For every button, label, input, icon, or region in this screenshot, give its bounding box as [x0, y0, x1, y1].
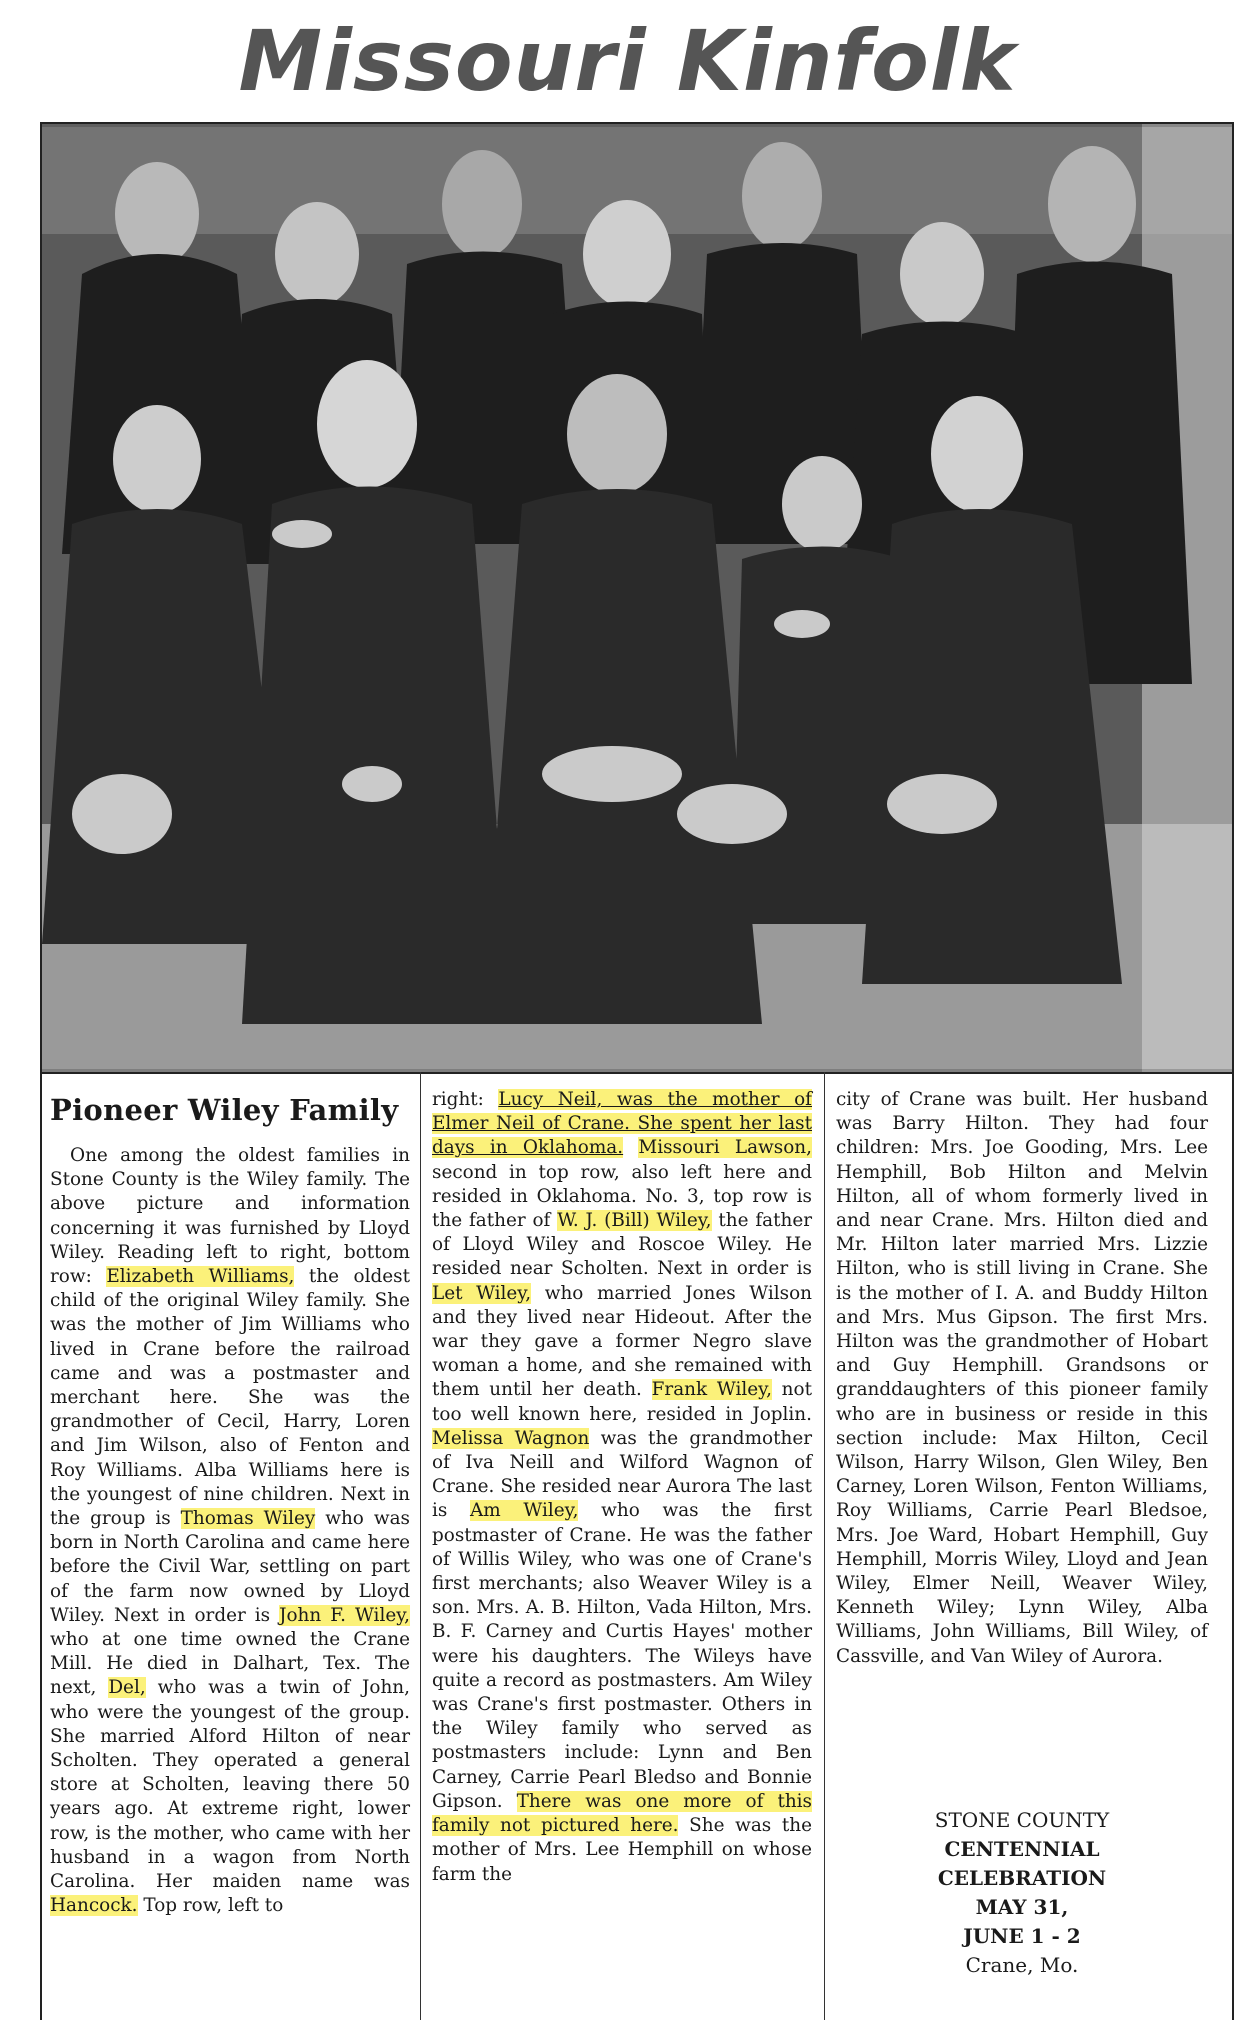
highlighted-name: John F. Wiley,	[279, 1604, 410, 1626]
article-text: not too well known here, resided in Joplin.	[432, 1379, 812, 1425]
highlighted-name: Missouri Lawson,	[638, 1137, 812, 1159]
highlighted-name: There was one more of this family not pictured here.	[432, 1790, 812, 1837]
photo-figures	[42, 124, 1232, 1072]
highlighted-name: Thomas Wiley	[180, 1508, 316, 1530]
article-column-1	[50, 1090, 410, 1919]
celebration-line: MAY 31,	[975, 1895, 1069, 1919]
article-column-3	[836, 1088, 1208, 1669]
highlighted-name: Elizabeth Williams,	[106, 1266, 295, 1288]
article-paragraph	[836, 1088, 1208, 1669]
article-headline: Pioneer Wiley Family	[50, 1093, 399, 1127]
celebration-notice	[836, 1806, 1208, 1980]
highlighted-name: Am Wiley,	[470, 1500, 579, 1522]
article-text: the father of Lloyd Wiley and Roscoe Wiley. He resided near Scholten. Next in order is	[432, 1210, 813, 1280]
article-text: who was the first postmaster of Crane. He was the father of Willis Wiley, who was one of Crane's first merchants; also Weaver Wiley is a son. Mrs. A. B. Hilton, Vada Hilton, Mrs. B. F. Carney and Curtis Hayes' mother were his daughters. The Wileys have quite a record as postmasters. Am Wiley was Crane's first postmaster. Others in the Wiley family who served as postmasters include: Lynn and Ben Carney, Carrie Pearl Bledso and Bonnie Gipson.	[432, 1500, 812, 1812]
family-photograph	[40, 122, 1234, 1074]
highlighted-name: Lucy Neil, was the mother of Elmer Neil of Crane. She spent her last days in Oklahoma.	[432, 1089, 812, 1159]
article-column-2	[432, 1088, 812, 1887]
article-text: who married Jones Wilson and they lived near Hideout. After the war they gave a former Negro slave woman a home, and she remained with them until her death.	[432, 1282, 812, 1401]
highlighted-name: Hancock.	[50, 1895, 138, 1917]
article-text: who at one time owned the Crane Mill. He died in Dalhart, Tex. The next,	[50, 1629, 410, 1699]
column-divider	[420, 1072, 421, 2020]
article-text: She was the mother of Mrs. Lee Hemphill on whose farm the	[432, 1815, 812, 1885]
article-text: Top row, left to	[137, 1895, 284, 1917]
celebration-line: CELEBRATION	[937, 1866, 1107, 1890]
article-text: the oldest child of the original Wiley family. She was the mother of Jim Williams who lived in Crane before the railroad came and was a postmaster and merchant here. She was the grandmother of Cecil, Harry, Loren and Jim Wilson, also of Fenton and Roy Williams. Alba Williams here is the youngest of nine children. Next in the group is	[50, 1266, 410, 1530]
article-text: who was a twin of John, who were the youngest of the group. She married Alford Hilton of near Scholten. They operated a general store at Scholten, leaving there 50 years ago. At extreme right, lower row, is the mother, who came with her husband in a wagon from North Carolina. Her maiden name was	[50, 1677, 410, 1893]
article-text	[623, 1137, 638, 1158]
article-text: second in top row, also left here and resided in Oklahoma. No. 3, top row is the father of	[432, 1161, 812, 1232]
highlighted-name: W. J. (Bill) Wiley,	[557, 1210, 712, 1232]
celebration-line: CENTENNIAL	[944, 1837, 1100, 1861]
article-text: One among the oldest families in Stone County is the Wiley family. The above picture and information concerning it was furnished by Lloyd Wiley. Reading left to right, bottom row:	[50, 1145, 410, 1288]
celebration-line: Crane, Mo.	[965, 1953, 1079, 1977]
masthead-title: Missouri Kinfolk	[238, 12, 1017, 110]
article-text: was the grandmother of Iva Neill and Wilford Wagnon of Crane. She resided near Aurora The last is	[432, 1427, 812, 1522]
highlighted-name: Let Wiley,	[432, 1282, 532, 1304]
article-text: who was born in North Carolina and came here before the Civil War, settling on part of the farm now owned by Lloyd Wiley. Next in order is	[50, 1508, 410, 1626]
celebration-line: STONE COUNTY	[934, 1808, 1110, 1832]
article-paragraph	[432, 1088, 812, 1887]
highlighted-name: Del,	[108, 1677, 146, 1699]
article-text: right:	[432, 1089, 499, 1110]
celebration-line: JUNE 1 - 2	[963, 1924, 1081, 1948]
highlighted-name: Frank Wiley,	[651, 1379, 772, 1401]
article-text: city of Crane was built. Her husband was Barry Hilton. They had four children: Mrs. Joe Gooding, Mrs. Lee Hemphill, Bob Hilton and Melvin Hilton, all of whom formerly lived in and near Crane. Mrs. Hilton died and Mr. Hilton later married Mrs. Lizzie Hilton, who is still living in Crane. She is the mother of I. A. and Buddy Hilton and Mrs. Mus Gipson. The first Mrs. Hilton was the grandmother of Hobart and Guy Hemphill. Grandsons or granddaughters of this pioneer family who are in business or reside in this section include: Max Hilton, Cecil Wilson, Harry Wilson, Glen Wiley, Ben Carney, Loren Wilson, Fenton Williams, Roy Williams, Carrie Pearl Bledsoe, Mrs. Joe Ward, Hobart Hemphill, Guy Hemphill, Morris Wiley, Lloyd and Jean Wiley, Elmer Neill, Weaver Wiley, Kenneth Wiley; Lynn Wiley, Alba Williams, John Williams, Bill Wiley, of Cassville, and Van Wiley of Aurora.	[836, 1089, 1208, 1667]
highlighted-name: Melissa Wagnon	[432, 1427, 590, 1449]
article-paragraph	[50, 1144, 410, 1919]
column-divider	[824, 1072, 825, 2020]
